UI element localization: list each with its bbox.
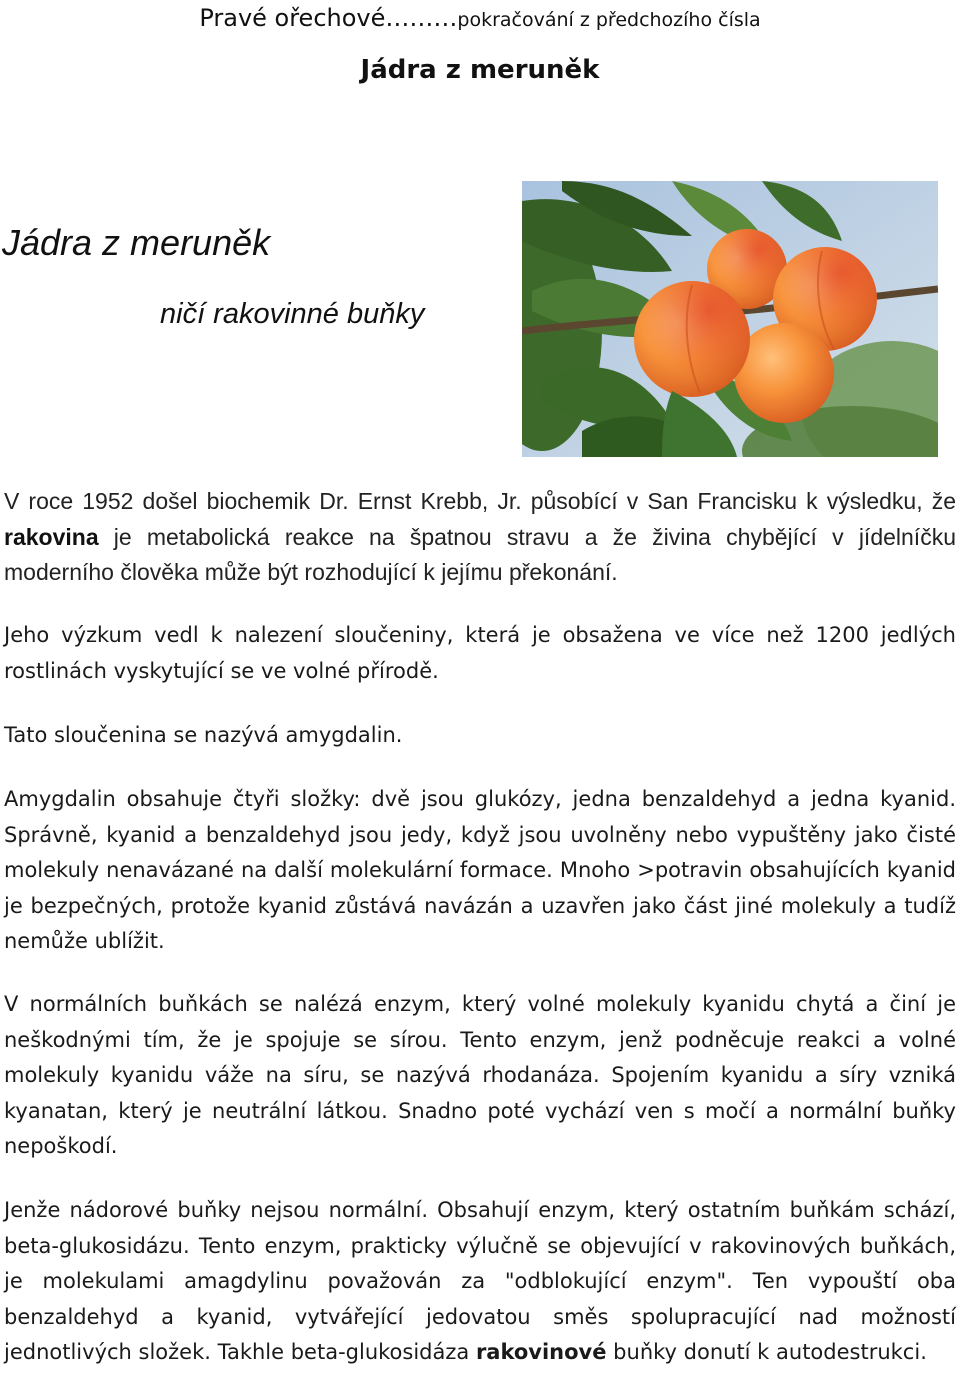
paragraph-research: Jeho výzkum vedl k nalezení sloučeniny, která je obsažena ve více než 1200 jedlých rostlinách vyskytující se ve volné přírodě. [4, 623, 956, 683]
intro-bold-term: rakovina [4, 523, 99, 550]
intro-text-end: je metabolická reakce na špatnou stravu a že živina chybějící v jídelníčku moderního člověka může být rozhodující k jejímu překonání. [4, 523, 956, 586]
paragraph-amygdalin-components: Amygdalin obsahuje čtyři složky: dvě jsou glukózy, jedna benzaldehyd a jedna kyanid. Správně, kyanid a benzaldehyd jsou jedy, když jsou uvolněny nebo vypuštěny jako čisté molekuly nenavázané na další molekulární formace. Mnoho >potravin obsahujících kyanid je bezpečných, protože kyanid zůstává navázán a uzavřen jako část jiné molekuly a tudíž nemůže ublížit. [4, 787, 956, 953]
article-subheadline: ničí rakovinné buňky [160, 298, 425, 330]
paragraph-rhodanase: V normálních buňkách se nalézá enzym, který volné molekuly kyanidu chytá a činí je neškodnými tím, že je spojuje se sírou. Tento enzym, jenž podněcuje reakci a volné molekuly kyanidu váže na síru, se nazývá rhodanáza. Spojením kyanidu a síry vzniká kyanatan, který je neutrální látkou. Snadno poté vychází ven s močí a normální buňky nepoškodí. [4, 992, 956, 1158]
paragraph-tumor-cells [4, 1193, 956, 1371]
intro-paragraph [4, 484, 956, 591]
tumor-text-start: Jenže nádorové buňky nejsou normální. Obsahují enzym, který ostatním buňkám schází, beta-glukosidázu. Tento enzym, prakticky výlučně se objevující v rakovinových buňkách, je molekulami amagdylinu považován za "odblokující enzym". Ten vypouští oba benzaldehyd a kyanid, vytvářející jedovatou směs spolupracující nad možností jednotlivých složek. Takhle beta-glukosidáza [4, 1198, 956, 1364]
intro-text-start: V roce 1952 došel biochemik Dr. Ernst Krebb, Jr. působící v San Francisku k výsledku, že [4, 488, 956, 514]
article-headline: Jádra z meruněk [2, 222, 271, 263]
header-lead: Pravé ořechové……… [199, 4, 458, 32]
page-title: Jádra z meruněk [360, 55, 600, 85]
header-continuation-note: pokračování z předchozího čísla [457, 9, 761, 31]
paragraph-amygdalin-name: Tato sloučenina se nazývá amygdalin. [4, 723, 403, 747]
running-header [0, 0, 960, 36]
apricot-photo [522, 181, 938, 457]
tumor-bold-term: rakovinové [475, 1340, 607, 1364]
tumor-text-end: buňky donutí k autodestrukci. [606, 1340, 927, 1364]
